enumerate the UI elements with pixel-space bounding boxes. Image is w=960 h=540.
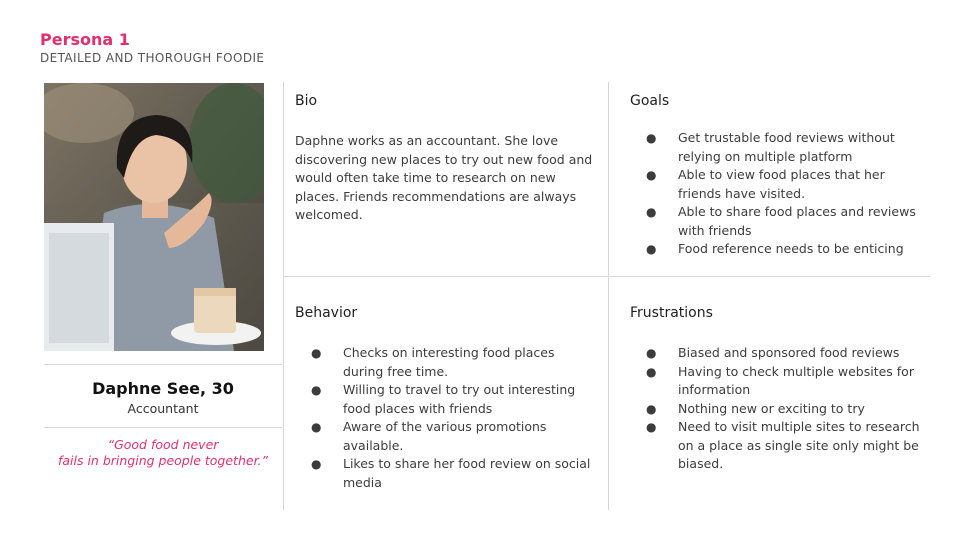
bullet-icon: ● <box>311 457 322 471</box>
goals-heading: Goals <box>630 93 670 109</box>
quote-line-1: “Good food never <box>107 437 219 452</box>
list-item: ● Get trustable food reviews without relying on multiple platform <box>646 130 895 164</box>
grid-divider-left <box>283 82 284 510</box>
list-item: ● Having to check multiple websites for information <box>646 363 914 397</box>
persona-subtitle: DETAILED AND THOROUGH FOODIE <box>40 51 265 65</box>
persona-role: Accountant <box>127 401 199 416</box>
list-item: ● Willing to travel to try out interesting food places with friends <box>311 382 576 416</box>
list-item: ● Able to share food places and reviews with friends <box>646 204 916 238</box>
list-item: ● Need to visit multiple sites to research on a place as single site only might be biased. <box>646 419 920 471</box>
bullet-icon: ● <box>646 420 657 434</box>
list-item: ● Biased and sponsored food reviews <box>630 344 934 363</box>
bullet-icon: ● <box>646 168 657 182</box>
bullet-icon: ● <box>646 401 657 416</box>
bullet-icon: ● <box>646 131 657 145</box>
quote-line-2: fails in bringing people together.” <box>57 453 269 468</box>
bullet-icon: ● <box>646 346 657 360</box>
list-item: ● Able to view food places that her friends have visited. <box>646 167 885 201</box>
list-item: ● Likes to share her food review on social media <box>311 456 591 490</box>
list-item: ● Nothing new or exciting to try <box>630 400 934 419</box>
list-item: ● Aware of the various promotions available. <box>311 419 547 453</box>
left-divider-top <box>44 364 282 365</box>
list-item: ● Food reference needs to be enticing <box>630 240 930 259</box>
persona-quote <box>44 437 282 469</box>
bullet-icon: ● <box>646 205 657 219</box>
behavior-list <box>295 344 595 492</box>
persona-photo-illustration <box>44 83 264 351</box>
bullet-icon: ● <box>311 383 322 397</box>
bio-heading: Bio <box>295 93 318 109</box>
grid-divider-horizontal <box>284 276 930 277</box>
persona-name: Daphne See, 30 <box>92 379 234 398</box>
bullet-icon: ● <box>646 242 657 256</box>
left-divider-bottom <box>44 427 282 428</box>
list-item: ● Checks on interesting food places during free time. <box>311 345 555 379</box>
bullet-icon: ● <box>311 420 322 434</box>
goals-list <box>630 129 930 259</box>
frustrations-heading: Frustrations <box>630 305 713 321</box>
frustrations-list <box>630 344 934 474</box>
persona-title: Persona 1 <box>40 30 130 49</box>
bullet-icon: ● <box>311 346 322 360</box>
persona-photo <box>44 83 264 351</box>
bullet-icon: ● <box>646 364 657 379</box>
grid-divider-middle <box>608 82 609 510</box>
behavior-heading: Behavior <box>295 305 358 321</box>
bio-text: Daphne works as an accountant. She love discovering new places to try out new food and would often take time to research on new places. Friends recommendations are always welcomed. <box>295 133 593 222</box>
